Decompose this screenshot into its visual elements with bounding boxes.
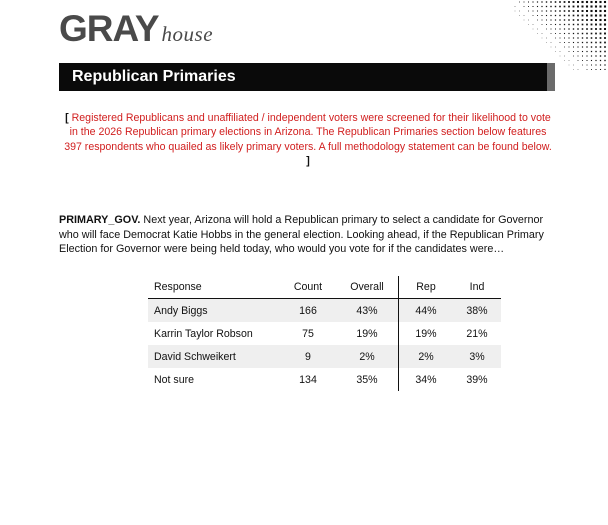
halftone-dot [537, 1, 538, 2]
halftone-dot [555, 6, 556, 7]
halftone-dot [600, 55, 601, 56]
halftone-dot [564, 10, 566, 12]
halftone-dot [578, 69, 579, 70]
halftone-dot [533, 11, 534, 12]
halftone-dot [541, 6, 542, 7]
halftone-dot [577, 28, 578, 29]
cell-overall: 43% [336, 299, 399, 323]
halftone-dot [569, 51, 570, 52]
halftone-dot [591, 69, 592, 70]
halftone-dot [590, 10, 592, 12]
halftone-dot [568, 6, 570, 8]
halftone-dot [577, 6, 579, 8]
halftone-dot [564, 47, 565, 48]
halftone-dot [599, 1, 601, 3]
halftone-dot [595, 28, 597, 30]
halftone-dot [555, 15, 556, 16]
halftone-dot [568, 1, 570, 3]
halftone-dot [591, 42, 592, 43]
halftone-dot [555, 33, 556, 34]
halftone-dot [542, 24, 543, 25]
halftone-dot [541, 15, 542, 16]
halftone-dot [542, 20, 543, 21]
halftone-dot [604, 42, 606, 44]
halftone-dot [604, 55, 605, 56]
halftone-dot [577, 24, 579, 26]
halftone-dot [578, 51, 579, 52]
halftone-dot [577, 15, 579, 17]
halftone-dot [586, 5, 588, 7]
halftone-dot [515, 6, 516, 7]
halftone-dot [542, 38, 543, 39]
halftone-dot [555, 1, 557, 3]
halftone-dot [604, 64, 605, 65]
halftone-dot [546, 29, 547, 30]
cell-rep: 44% [399, 299, 454, 323]
halftone-dot [550, 1, 551, 2]
header-rep: Rep [399, 276, 454, 299]
halftone-dot [591, 33, 593, 35]
halftone-dot [559, 19, 560, 20]
cell-response: Karrin Taylor Robson [154, 327, 253, 340]
halftone-dot [604, 33, 606, 35]
question-text: Next year, Arizona will hold a Republican primary to select a candidate for Governor who will face Democrat Katie Hobbs in the general election. Looking ahead, if the Republican Primary Election for Governor were being held today, who would you vote for if the candidates were… [59, 214, 544, 256]
halftone-dot [546, 6, 547, 7]
halftone-dot [591, 28, 593, 30]
halftone-dot [541, 10, 542, 11]
halftone-dot [569, 47, 570, 48]
halftone-dot [600, 69, 601, 70]
halftone-dot [586, 42, 587, 43]
halftone-dot [582, 56, 583, 57]
cell-overall: 35% [356, 373, 378, 386]
note-close-bracket: ] [306, 155, 310, 168]
halftone-dot [555, 47, 556, 48]
halftone-dot [604, 37, 606, 39]
table-row [148, 322, 501, 345]
halftone-dot [604, 23, 606, 25]
halftone-dot [604, 1, 606, 3]
screening-note [63, 111, 553, 169]
halftone-dot [600, 42, 602, 44]
halftone-dot [591, 60, 592, 61]
halftone-dot [528, 11, 529, 12]
cell-overall: 2% [336, 345, 399, 368]
cell-count: 134 [299, 373, 317, 386]
halftone-dot [586, 10, 588, 12]
halftone-dot [573, 19, 575, 21]
halftone-dot [582, 65, 583, 66]
halftone-dot [573, 28, 574, 29]
halftone-dot [573, 10, 575, 12]
halftone-dot [559, 33, 560, 34]
halftone-dot [533, 24, 534, 25]
halftone-dot [582, 19, 584, 21]
halftone-dot [591, 46, 592, 47]
cell-rep: 19% [399, 322, 454, 345]
halftone-dot [560, 51, 561, 52]
halftone-dot [582, 60, 583, 61]
cell-response: Andy Biggs [148, 299, 280, 323]
halftone-dot [586, 19, 588, 21]
halftone-dot [595, 55, 596, 56]
halftone-dot [604, 5, 606, 7]
halftone-dot [546, 19, 547, 20]
halftone-dot [519, 15, 520, 16]
halftone-dot [573, 24, 574, 25]
header-count: Count [280, 276, 336, 299]
halftone-dot [578, 56, 579, 57]
halftone-dot [599, 23, 601, 25]
halftone-dot [560, 56, 561, 57]
halftone-dot [587, 65, 588, 66]
halftone-dot [524, 15, 525, 16]
halftone-dot [586, 15, 588, 17]
halftone-dot [568, 37, 569, 38]
halftone-dot [590, 14, 592, 16]
halftone-dot [590, 5, 592, 7]
halftone-dot [551, 29, 552, 30]
halftone-dot [532, 6, 533, 7]
halftone-dot [600, 28, 602, 30]
halftone-dot [586, 28, 588, 30]
cell-ind: 3% [453, 345, 501, 368]
halftone-dot [528, 20, 529, 21]
halftone-dot [591, 55, 592, 56]
halftone-dot [582, 37, 583, 38]
halftone-dot [595, 42, 597, 44]
halftone-dot [573, 47, 574, 48]
halftone-dot [595, 60, 596, 61]
halftone-dot [591, 65, 592, 66]
halftone-dot [600, 33, 602, 35]
halftone-dot [582, 10, 584, 12]
cell-count: 9 [280, 345, 336, 368]
halftone-dot [524, 20, 525, 21]
halftone-dot [595, 64, 596, 65]
header-overall: Overall [336, 276, 399, 299]
halftone-dot [577, 46, 578, 47]
halftone-dot [573, 1, 575, 3]
halftone-dot [582, 51, 583, 52]
halftone-dot [600, 60, 601, 61]
halftone-dot [537, 29, 538, 30]
cell-ind: 21% [466, 327, 488, 340]
halftone-dot [564, 33, 565, 34]
halftone-dot [582, 46, 583, 47]
halftone-dot [595, 1, 597, 3]
halftone-dot [532, 1, 533, 2]
halftone-dot [550, 19, 551, 20]
halftone-dot [528, 6, 529, 7]
halftone-dot [573, 42, 574, 43]
halftone-dot [591, 19, 593, 21]
halftone-dot [582, 15, 584, 17]
header-response: Response [148, 276, 280, 299]
halftone-dot [519, 11, 520, 12]
halftone-dot [542, 33, 543, 34]
halftone-dot [555, 24, 556, 25]
halftone-dot [546, 42, 547, 43]
halftone-dot [546, 38, 547, 39]
halftone-dot [569, 42, 570, 43]
halftone-dot [528, 1, 529, 2]
halftone-dot [582, 42, 583, 43]
halftone-dot [595, 51, 596, 52]
table-row [148, 368, 501, 391]
brand-logo-bold: GRAY [59, 8, 159, 49]
question-block [59, 213, 555, 257]
halftone-dot [550, 15, 551, 16]
halftone-dot [604, 51, 606, 53]
halftone-dot [550, 6, 551, 7]
halftone-dot [569, 65, 570, 66]
cell-response: Not sure [154, 373, 195, 386]
halftone-dots-decoration [513, 0, 608, 70]
halftone-dot [559, 15, 560, 16]
halftone-dot [586, 33, 588, 35]
halftone-dot [599, 14, 601, 16]
halftone-dot [577, 42, 578, 43]
halftone-dot [586, 1, 588, 3]
halftone-dot [560, 42, 561, 43]
halftone-dot [599, 5, 601, 7]
halftone-dot [564, 1, 566, 3]
halftone-dot [600, 64, 601, 65]
halftone-dot [595, 37, 597, 39]
cell-response: David Schweikert [148, 345, 280, 368]
halftone-dot [599, 19, 601, 21]
halftone-dot [577, 10, 579, 12]
halftone-dot [546, 10, 547, 11]
halftone-dot [600, 46, 602, 48]
brand-logo [59, 10, 213, 47]
table-row [148, 345, 501, 368]
halftone-dot [568, 10, 570, 12]
halftone-dot [564, 6, 566, 8]
halftone-dot [586, 51, 587, 52]
halftone-dot [564, 15, 565, 16]
halftone-dot [578, 60, 579, 61]
note-open-bracket: [ [65, 112, 69, 124]
halftone-dot [564, 38, 565, 39]
halftone-dot [600, 51, 601, 52]
halftone-dot [573, 33, 574, 34]
halftone-dot [569, 60, 570, 61]
halftone-dot [555, 28, 556, 29]
halftone-dot [582, 24, 584, 26]
halftone-dot [595, 14, 597, 16]
halftone-dot [515, 11, 516, 12]
halftone-dot [577, 33, 578, 34]
halftone-dot [537, 20, 538, 21]
halftone-dot [564, 19, 565, 20]
halftone-dot [555, 38, 556, 39]
halftone-dot [577, 1, 579, 3]
halftone-dot [604, 19, 606, 21]
halftone-dot [524, 6, 525, 7]
halftone-dot [559, 24, 560, 25]
halftone-dot [604, 69, 605, 70]
halftone-dot [564, 56, 565, 57]
results-table [148, 276, 501, 391]
halftone-dot [586, 37, 587, 38]
halftone-dot [599, 10, 601, 12]
table-row [148, 299, 501, 323]
halftone-dot [586, 55, 587, 56]
halftone-dot [573, 56, 574, 57]
halftone-dot [528, 24, 529, 25]
halftone-dot [555, 19, 556, 20]
halftone-dot [595, 33, 597, 35]
halftone-dot [604, 10, 606, 12]
halftone-dot [537, 33, 538, 34]
halftone-dot [573, 51, 574, 52]
halftone-dot [537, 10, 538, 11]
halftone-dot [533, 29, 534, 30]
halftone-dot [533, 15, 534, 16]
halftone-dot [564, 24, 565, 25]
cell-ind: 39% [466, 373, 488, 386]
halftone-dot [595, 19, 597, 21]
halftone-dot [573, 65, 574, 66]
halftone-dot [573, 15, 575, 17]
halftone-dot [591, 37, 593, 39]
halftone-dot [559, 1, 561, 3]
halftone-dot [587, 69, 588, 70]
halftone-dot [519, 2, 520, 3]
halftone-dot [577, 37, 578, 38]
halftone-dot [573, 69, 574, 70]
halftone-dot [568, 24, 569, 25]
cell-overall: 19% [356, 327, 378, 340]
note-text: Registered Republicans and unaffiliated / independent voters were screened for their likelihood to vote in the 2026 Republican primary elections in Arizona. The Republican Primaries section below features 397 respondents who quailed as likely primary voters. A full methodology statement can be found below. [64, 112, 552, 153]
header-ind: Ind [453, 276, 501, 299]
cell-rep: 34% [399, 368, 454, 391]
halftone-dot [559, 6, 561, 8]
halftone-dot [551, 33, 552, 34]
brand-logo-italic: house [161, 22, 214, 46]
section-title: Republican Primaries [72, 68, 236, 85]
halftone-dot [559, 10, 560, 11]
halftone-dot [573, 6, 575, 8]
halftone-dot [582, 33, 583, 34]
halftone-dot [560, 38, 561, 39]
halftone-dot [600, 37, 602, 39]
halftone-dot [541, 1, 542, 2]
section-header-bar [59, 63, 555, 91]
halftone-dot [546, 1, 547, 2]
halftone-dot [550, 24, 551, 25]
halftone-dot [568, 33, 569, 34]
halftone-dot [555, 51, 556, 52]
halftone-dot [564, 28, 565, 29]
halftone-dot [564, 42, 565, 43]
halftone-dot [586, 24, 588, 26]
halftone-dot [524, 2, 525, 3]
halftone-dot [586, 46, 587, 47]
halftone-dot [551, 42, 552, 43]
halftone-dot [550, 10, 551, 11]
halftone-dot [595, 24, 597, 26]
halftone-dot [581, 5, 583, 7]
halftone-dot [577, 19, 579, 21]
cell-count: 166 [280, 299, 336, 323]
halftone-dot [591, 24, 593, 26]
halftone-dot [546, 15, 547, 16]
halftone-dot [587, 60, 588, 61]
halftone-dot [590, 1, 592, 3]
halftone-dot [596, 69, 597, 70]
halftone-dot [595, 10, 597, 12]
table-header-row [148, 276, 501, 299]
halftone-dot [537, 6, 538, 7]
halftone-dot [568, 19, 569, 20]
halftone-dot [551, 47, 552, 48]
halftone-dot [581, 1, 583, 3]
halftone-dot [559, 28, 560, 29]
halftone-dot [604, 46, 606, 48]
halftone-dot [537, 15, 538, 16]
halftone-dot [568, 28, 569, 29]
cell-count: 75 [302, 327, 314, 340]
halftone-dot [564, 60, 565, 61]
halftone-dot [595, 46, 596, 47]
halftone-dot [546, 24, 547, 25]
question-id: PRIMARY_GOV. [59, 214, 141, 226]
halftone-dot [604, 14, 606, 16]
halftone-dot [591, 51, 592, 52]
halftone-dot [582, 28, 584, 30]
halftone-dot [604, 60, 605, 61]
halftone-dot [568, 15, 570, 17]
cell-rep: 2% [399, 345, 454, 368]
halftone-dot [595, 5, 597, 7]
halftone-dot [573, 37, 574, 38]
halftone-dot [604, 28, 606, 30]
halftone-dot [555, 10, 556, 11]
cell-ind: 38% [453, 299, 501, 323]
